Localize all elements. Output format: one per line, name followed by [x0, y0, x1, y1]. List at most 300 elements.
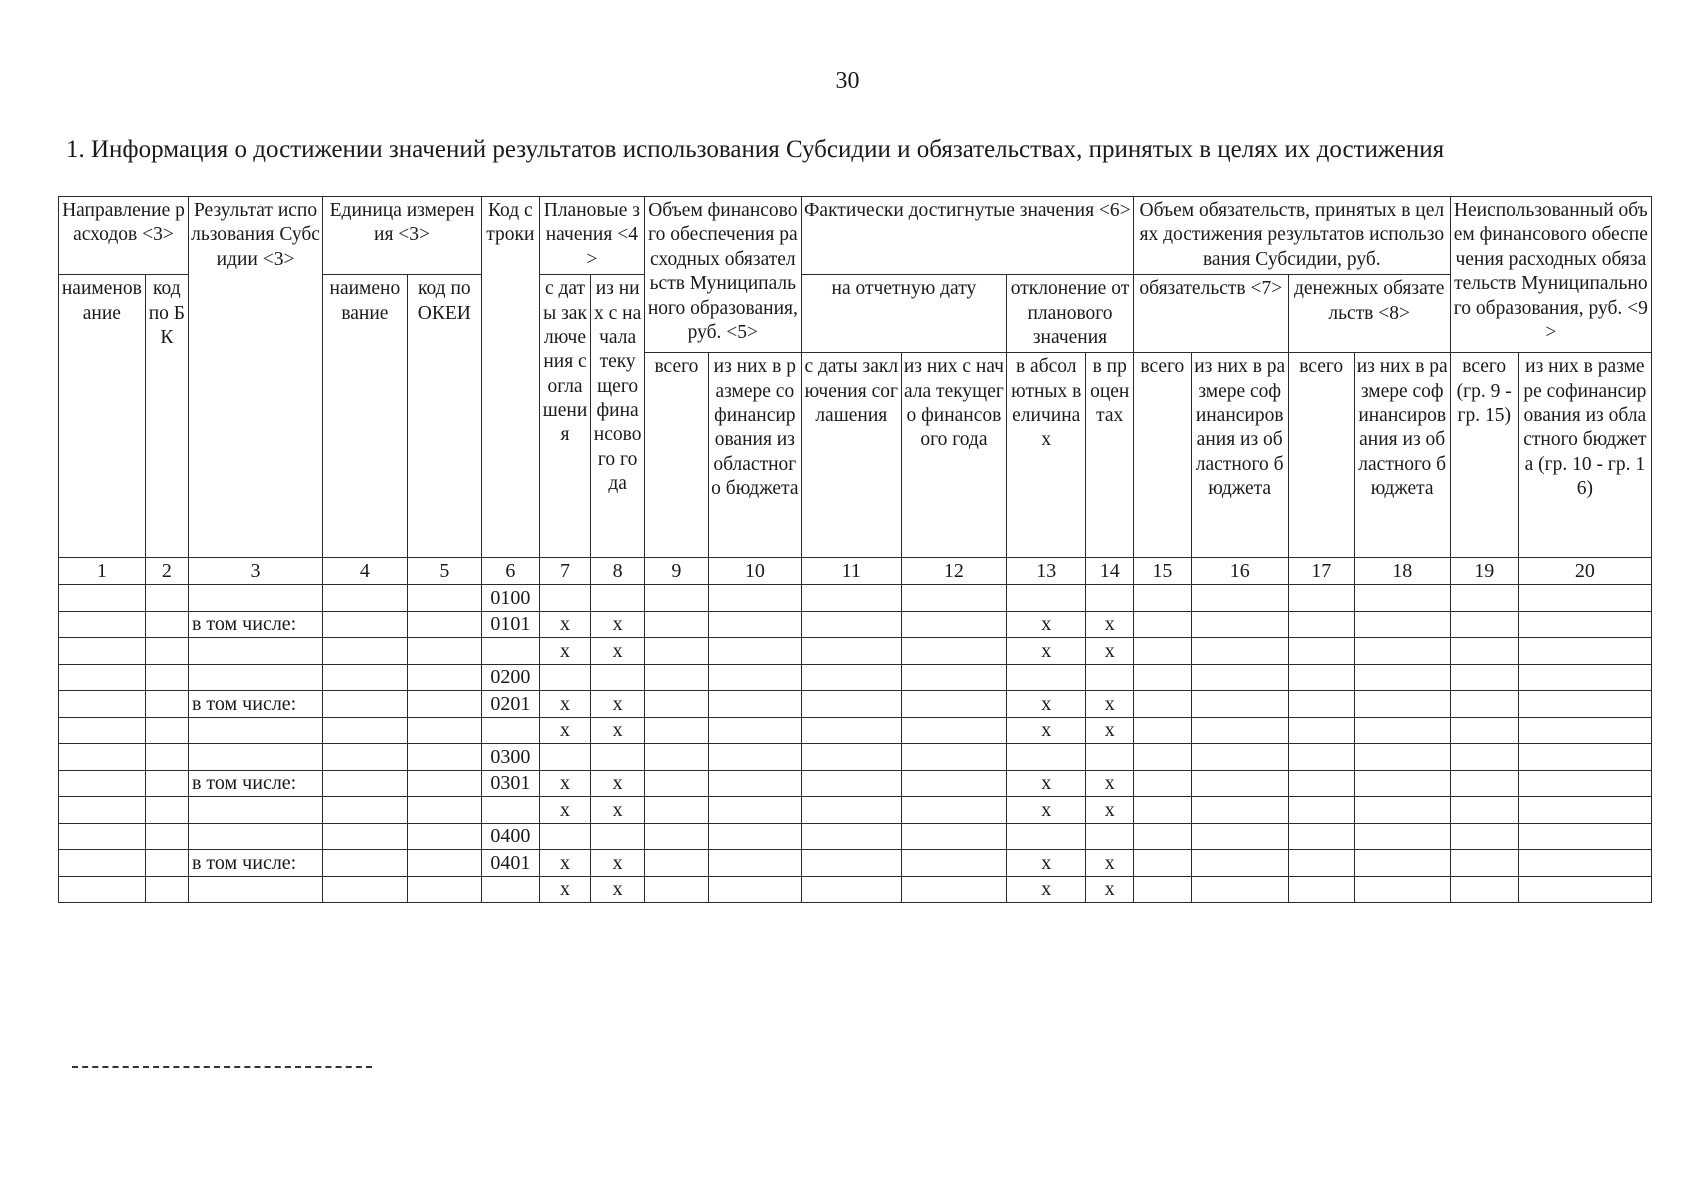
result-cell: в том числе:	[188, 770, 322, 797]
empty-cell	[1354, 611, 1450, 638]
empty-cell	[1288, 585, 1354, 612]
empty-cell	[1354, 691, 1450, 718]
empty-cell	[407, 585, 481, 612]
column-number: 17	[1288, 558, 1354, 585]
empty-cell	[1288, 797, 1354, 824]
empty-cell	[59, 876, 146, 903]
empty-cell	[407, 823, 481, 850]
empty-cell	[1354, 770, 1450, 797]
mark-cell: х	[539, 638, 591, 665]
header-actual-from-year: из них с начала текущего финансового года	[901, 353, 1006, 558]
empty-cell	[1133, 717, 1191, 744]
empty-cell	[59, 691, 146, 718]
row-code-cell: 0101	[481, 611, 539, 638]
empty-cell	[323, 744, 408, 771]
row-code-cell	[481, 797, 539, 824]
header-planned: Плановые значения <4>	[539, 197, 644, 275]
empty-cell	[644, 876, 708, 903]
result-cell	[188, 638, 322, 665]
column-number: 9	[644, 558, 708, 585]
result-cell	[188, 876, 322, 903]
page-number: 30	[835, 68, 860, 94]
empty-cell	[323, 850, 408, 877]
empty-cell	[708, 664, 801, 691]
empty-cell	[145, 691, 188, 718]
empty-cell	[708, 585, 801, 612]
empty-cell	[145, 797, 188, 824]
empty-cell	[1133, 876, 1191, 903]
empty-cell	[1288, 638, 1354, 665]
mark-cell: х	[591, 691, 645, 718]
empty-cell	[1007, 585, 1086, 612]
empty-cell	[1191, 691, 1288, 718]
empty-cell	[801, 823, 901, 850]
mark-cell: х	[1007, 691, 1086, 718]
empty-cell	[708, 876, 801, 903]
header-unused-total: всего (гр. 9 - гр. 15)	[1450, 353, 1518, 558]
empty-cell	[1518, 823, 1651, 850]
row-code-cell: 0201	[481, 691, 539, 718]
empty-cell	[708, 797, 801, 824]
footnote-separator	[72, 1066, 372, 1068]
result-cell	[188, 823, 322, 850]
empty-cell	[1133, 611, 1191, 638]
header-direction-code: код по БК	[145, 275, 188, 558]
empty-cell	[1191, 770, 1288, 797]
empty-cell	[407, 744, 481, 771]
header-obligations-sub: обязательств <7>	[1133, 275, 1288, 353]
row-code-cell: 0401	[481, 850, 539, 877]
header-result: Результат использования Субсидии <3>	[188, 197, 322, 558]
empty-cell	[145, 664, 188, 691]
empty-cell	[801, 770, 901, 797]
empty-cell	[1086, 585, 1134, 612]
empty-cell	[1086, 823, 1134, 850]
column-number: 7	[539, 558, 591, 585]
empty-cell	[901, 664, 1006, 691]
empty-cell	[1518, 691, 1651, 718]
column-number: 18	[1354, 558, 1450, 585]
table-row	[59, 770, 1652, 797]
empty-cell	[323, 664, 408, 691]
empty-cell	[901, 744, 1006, 771]
empty-cell	[801, 664, 901, 691]
mark-cell: х	[539, 691, 591, 718]
result-cell	[188, 585, 322, 612]
mark-cell: х	[591, 876, 645, 903]
empty-cell	[1133, 850, 1191, 877]
empty-cell	[644, 611, 708, 638]
empty-cell	[901, 611, 1006, 638]
empty-cell	[1007, 664, 1086, 691]
empty-cell	[59, 850, 146, 877]
empty-cell	[1288, 691, 1354, 718]
header-volume: Объем финансового обеспечения расходных обязательств Муниципального образования, руб. <5>	[644, 197, 801, 353]
empty-cell	[1191, 876, 1288, 903]
empty-cell	[539, 823, 591, 850]
empty-cell	[145, 850, 188, 877]
empty-cell	[1086, 664, 1134, 691]
empty-cell	[1133, 691, 1191, 718]
empty-cell	[1191, 744, 1288, 771]
empty-cell	[644, 691, 708, 718]
empty-cell	[59, 664, 146, 691]
empty-cell	[801, 850, 901, 877]
empty-cell	[59, 638, 146, 665]
empty-cell	[1288, 823, 1354, 850]
document-title: 1. Информация о достижении значений результатов использования Субсидии и обязательствах, принятых в целях их достижения	[66, 136, 1445, 163]
column-number: 13	[1007, 558, 1086, 585]
header-actual: Фактически достигнутые значения <6>	[801, 197, 1133, 275]
empty-cell	[1450, 611, 1518, 638]
mark-cell: х	[539, 611, 591, 638]
empty-cell	[708, 823, 801, 850]
header-unit: Единица измерения <3>	[323, 197, 482, 275]
row-code-cell	[481, 876, 539, 903]
table-row	[59, 744, 1652, 771]
empty-cell	[1354, 850, 1450, 877]
empty-cell	[323, 611, 408, 638]
mark-cell: х	[1007, 717, 1086, 744]
header-direction-name: наименование	[59, 275, 146, 558]
column-number: 1	[59, 558, 146, 585]
empty-cell	[407, 611, 481, 638]
empty-cell	[1518, 638, 1651, 665]
empty-cell	[1354, 823, 1450, 850]
header-volume-total: всего	[644, 353, 708, 558]
empty-cell	[644, 585, 708, 612]
column-number: 5	[407, 558, 481, 585]
header-obligations: Объем обязательств, принятых в целях достижения результатов использования Субсидии, руб.	[1133, 197, 1450, 275]
row-code-cell	[481, 638, 539, 665]
header-direction: Направление расходов <3>	[59, 197, 189, 275]
empty-cell	[1354, 638, 1450, 665]
empty-cell	[1288, 611, 1354, 638]
header-unit-code: код по ОКЕИ	[407, 275, 481, 558]
empty-cell	[901, 876, 1006, 903]
empty-cell	[1191, 585, 1288, 612]
empty-cell	[708, 638, 801, 665]
empty-cell	[145, 876, 188, 903]
header-obligations-total: всего	[1133, 353, 1191, 558]
header-deviation: отклонение от планового значения	[1007, 275, 1134, 353]
row-code-cell: 0300	[481, 744, 539, 771]
empty-cell	[59, 770, 146, 797]
empty-cell	[145, 744, 188, 771]
empty-cell	[801, 876, 901, 903]
empty-cell	[1191, 823, 1288, 850]
result-cell	[188, 717, 322, 744]
empty-cell	[901, 770, 1006, 797]
empty-cell	[801, 611, 901, 638]
empty-cell	[1450, 823, 1518, 850]
empty-cell	[644, 850, 708, 877]
empty-cell	[801, 585, 901, 612]
column-number: 19	[1450, 558, 1518, 585]
empty-cell	[1354, 664, 1450, 691]
empty-cell	[591, 664, 645, 691]
empty-cell	[1288, 770, 1354, 797]
empty-cell	[1133, 638, 1191, 665]
empty-cell	[407, 797, 481, 824]
empty-cell	[145, 611, 188, 638]
empty-cell	[1288, 876, 1354, 903]
empty-cell	[1450, 664, 1518, 691]
empty-cell	[323, 691, 408, 718]
empty-cell	[59, 611, 146, 638]
empty-cell	[1288, 717, 1354, 744]
empty-cell	[708, 850, 801, 877]
mark-cell: х	[1086, 611, 1134, 638]
result-cell	[188, 664, 322, 691]
empty-cell	[801, 797, 901, 824]
mark-cell: х	[539, 797, 591, 824]
header-actual-date: на отчетную дату	[801, 275, 1006, 353]
header-monetary: денежных обязательств <8>	[1288, 275, 1450, 353]
mark-cell: х	[539, 850, 591, 877]
empty-cell	[1450, 876, 1518, 903]
column-number: 3	[188, 558, 322, 585]
result-cell: в том числе:	[188, 691, 322, 718]
results-table	[58, 196, 1652, 903]
empty-cell	[407, 850, 481, 877]
table-row	[59, 585, 1652, 612]
mark-cell: х	[591, 611, 645, 638]
empty-cell	[1450, 744, 1518, 771]
empty-cell	[1450, 770, 1518, 797]
empty-cell	[323, 876, 408, 903]
empty-cell	[539, 585, 591, 612]
empty-cell	[323, 797, 408, 824]
empty-cell	[1518, 611, 1651, 638]
empty-cell	[1450, 717, 1518, 744]
empty-cell	[323, 717, 408, 744]
mark-cell: х	[1007, 611, 1086, 638]
empty-cell	[1354, 876, 1450, 903]
mark-cell: х	[1086, 638, 1134, 665]
empty-cell	[591, 585, 645, 612]
empty-cell	[1354, 585, 1450, 612]
result-cell	[188, 797, 322, 824]
empty-cell	[407, 876, 481, 903]
empty-cell	[708, 770, 801, 797]
table-row	[59, 823, 1652, 850]
column-number: 8	[591, 558, 645, 585]
mark-cell: х	[1086, 797, 1134, 824]
row-code-cell: 0301	[481, 770, 539, 797]
empty-cell	[644, 823, 708, 850]
table-row	[59, 717, 1652, 744]
mark-cell: х	[591, 638, 645, 665]
empty-cell	[1191, 611, 1288, 638]
empty-cell	[539, 664, 591, 691]
empty-cell	[1133, 664, 1191, 691]
empty-cell	[801, 744, 901, 771]
column-number: 16	[1191, 558, 1288, 585]
column-number: 15	[1133, 558, 1191, 585]
column-number: 11	[801, 558, 901, 585]
header-unused: Неиспользованный объем финансового обеспечения расходных обязательств Муниципального образования, руб. <9>	[1450, 197, 1651, 353]
empty-cell	[1191, 717, 1288, 744]
table-row	[59, 876, 1652, 903]
empty-cell	[1518, 717, 1651, 744]
mark-cell: х	[1086, 770, 1134, 797]
empty-cell	[708, 611, 801, 638]
empty-cell	[1133, 770, 1191, 797]
empty-cell	[901, 638, 1006, 665]
row-code-cell: 0100	[481, 585, 539, 612]
empty-cell	[644, 717, 708, 744]
mark-cell: х	[1086, 691, 1134, 718]
column-number: 14	[1086, 558, 1134, 585]
empty-cell	[644, 638, 708, 665]
mark-cell: х	[539, 770, 591, 797]
column-number: 6	[481, 558, 539, 585]
table-row	[59, 850, 1652, 877]
empty-cell	[1518, 850, 1651, 877]
empty-cell	[1518, 770, 1651, 797]
mark-cell: х	[591, 850, 645, 877]
empty-cell	[59, 797, 146, 824]
header-monetary-cofinancing: из них в размере софинансирования из областного бюджета	[1354, 353, 1450, 558]
empty-cell	[644, 797, 708, 824]
mark-cell: х	[1007, 797, 1086, 824]
mark-cell: х	[591, 717, 645, 744]
empty-cell	[1450, 797, 1518, 824]
empty-cell	[1086, 744, 1134, 771]
column-number: 2	[145, 558, 188, 585]
header-monetary-total: всего	[1288, 353, 1354, 558]
empty-cell	[1288, 664, 1354, 691]
empty-cell	[1191, 638, 1288, 665]
column-number: 20	[1518, 558, 1651, 585]
empty-cell	[1191, 797, 1288, 824]
header-obligations-cofinancing: из них в размере софинансирования из областного бюджета	[1191, 353, 1288, 558]
empty-cell	[644, 770, 708, 797]
empty-cell	[145, 638, 188, 665]
empty-cell	[1133, 797, 1191, 824]
empty-cell	[1133, 823, 1191, 850]
column-number: 4	[323, 558, 408, 585]
mark-cell: х	[591, 770, 645, 797]
empty-cell	[1450, 638, 1518, 665]
empty-cell	[591, 744, 645, 771]
row-code-cell	[481, 717, 539, 744]
empty-cell	[407, 691, 481, 718]
row-code-cell: 0200	[481, 664, 539, 691]
empty-cell	[323, 585, 408, 612]
empty-cell	[1191, 664, 1288, 691]
empty-cell	[145, 770, 188, 797]
result-cell	[188, 744, 322, 771]
mark-cell: х	[539, 876, 591, 903]
empty-cell	[1007, 823, 1086, 850]
empty-cell	[591, 823, 645, 850]
empty-cell	[59, 823, 146, 850]
empty-cell	[59, 585, 146, 612]
mark-cell: х	[1007, 638, 1086, 665]
mark-cell: х	[1086, 850, 1134, 877]
mark-cell: х	[1007, 770, 1086, 797]
table-body	[59, 585, 1652, 903]
empty-cell	[145, 823, 188, 850]
empty-cell	[407, 717, 481, 744]
empty-cell	[1354, 797, 1450, 824]
empty-cell	[901, 850, 1006, 877]
empty-cell	[323, 823, 408, 850]
empty-cell	[901, 585, 1006, 612]
empty-cell	[1288, 850, 1354, 877]
empty-cell	[708, 744, 801, 771]
empty-cell	[539, 744, 591, 771]
empty-cell	[1191, 850, 1288, 877]
empty-cell	[407, 664, 481, 691]
empty-cell	[1518, 585, 1651, 612]
table-row	[59, 664, 1652, 691]
empty-cell	[801, 717, 901, 744]
empty-cell	[145, 717, 188, 744]
table-row	[59, 797, 1652, 824]
empty-cell	[1354, 717, 1450, 744]
empty-cell	[1288, 744, 1354, 771]
empty-cell	[644, 744, 708, 771]
empty-cell	[708, 717, 801, 744]
empty-cell	[644, 664, 708, 691]
header-planned-from-agreement: с даты заключения соглашения	[539, 275, 591, 558]
empty-cell	[1518, 797, 1651, 824]
empty-cell	[901, 823, 1006, 850]
empty-cell	[1354, 744, 1450, 771]
empty-cell	[145, 585, 188, 612]
empty-cell	[59, 717, 146, 744]
result-cell: в том числе:	[188, 611, 322, 638]
empty-cell	[1450, 585, 1518, 612]
empty-cell	[708, 691, 801, 718]
mark-cell: х	[1086, 717, 1134, 744]
column-number: 10	[708, 558, 801, 585]
empty-cell	[1450, 850, 1518, 877]
result-cell: в том числе:	[188, 850, 322, 877]
table-row	[59, 638, 1652, 665]
empty-cell	[1007, 744, 1086, 771]
header-deviation-abs: в абсолютных величинах	[1007, 353, 1086, 558]
empty-cell	[901, 691, 1006, 718]
empty-cell	[407, 770, 481, 797]
table-row	[59, 611, 1652, 638]
mark-cell: х	[539, 717, 591, 744]
table-row	[59, 691, 1652, 718]
empty-cell	[801, 638, 901, 665]
empty-cell	[407, 638, 481, 665]
column-number: 12	[901, 558, 1006, 585]
empty-cell	[323, 770, 408, 797]
empty-cell	[323, 638, 408, 665]
column-numbers-row	[59, 558, 1652, 585]
header-actual-from-agreement: с даты заключения соглашения	[801, 353, 901, 558]
header-planned-from-year: из них с начала текущего финансового года	[591, 275, 645, 558]
empty-cell	[1133, 585, 1191, 612]
row-code-cell: 0400	[481, 823, 539, 850]
empty-cell	[59, 744, 146, 771]
empty-cell	[901, 717, 1006, 744]
header-unit-name: наименование	[323, 275, 408, 558]
mark-cell: х	[1086, 876, 1134, 903]
empty-cell	[1518, 744, 1651, 771]
header-deviation-pct: в процентах	[1086, 353, 1134, 558]
empty-cell	[801, 691, 901, 718]
header-volume-cofinancing: из них в размере софинансирования из областного бюджета	[708, 353, 801, 558]
empty-cell	[901, 797, 1006, 824]
